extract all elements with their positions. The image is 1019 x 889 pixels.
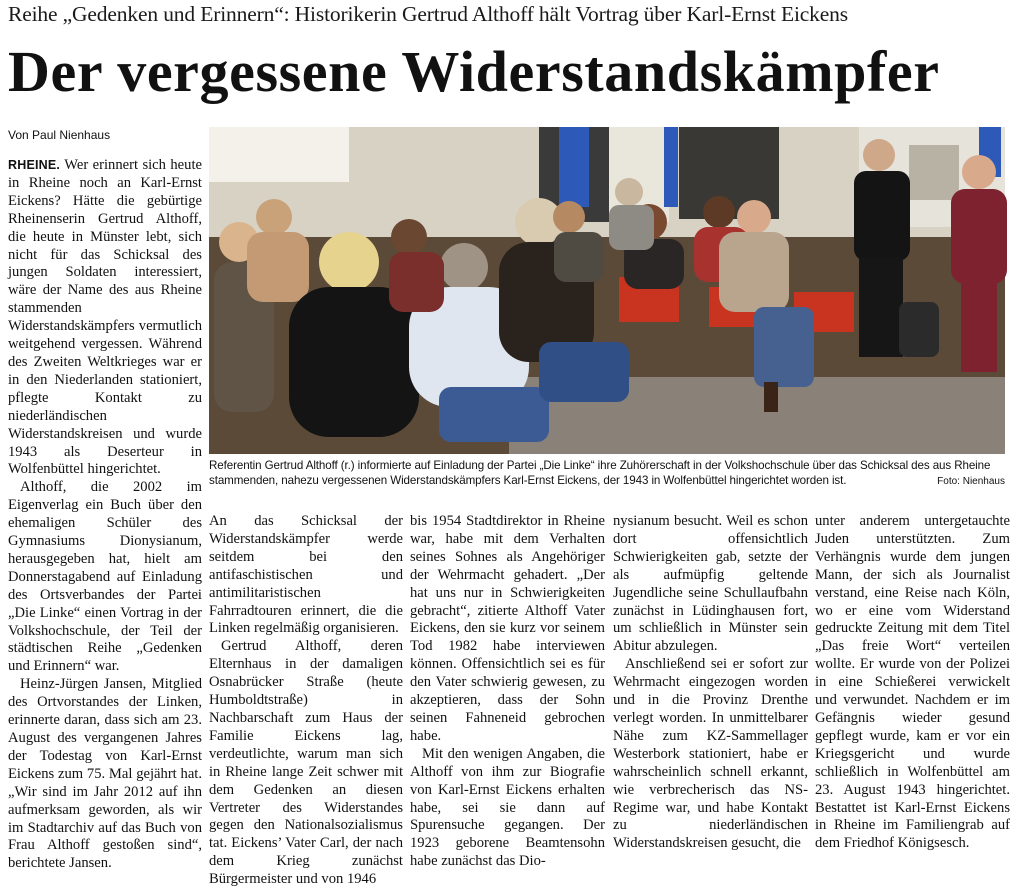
paragraph: Althoff, die 2002 im Eigenverlag ein Buch über den ehemaligen Schüler des Gymnasiums Dionysianum, herausgegeben hat, hielt am Donnerstagabend auf Einladung des Ortsverbandes der Partei „Die Linke“ einen Vortrag in der Volkshochschule, der Teil der städtischen Reihe „Gedenken und Erinnern“ war. (8, 479, 202, 675)
article-photo (209, 127, 1005, 454)
article-headline: Der vergessene Widerstandskämpfer (8, 39, 940, 104)
dateline: RHEINE. (8, 158, 61, 172)
audience-photo-illustration (209, 127, 1005, 454)
text-column-4 (613, 513, 808, 858)
paragraph (8, 157, 202, 479)
paragraph: Heinz-Jürgen Jansen, Mitglied des Ortvorstandes der Linken, erinnerte daran, dass sich am 23. August des vergangenen Jahres der Todestag von Karl-Ernst Eickens zum 75. Mal gejährt hat. „Wir sind im Jahr 2012 auf ihn aufmerksam geworden, als wir im Stadtarchiv auf das Buch von Frau Althoff gestoßen sind“, berichtete Jansen. (8, 676, 202, 872)
paragraph: Anschließend sei er sofort zur Wehrmacht eingezogen worden und in die Provinz Drenthe verlegt worden. In unmittelbarer Nähe zum KZ-Sammellager Westerbork stationiert, habe er wahrscheinlich schnell erkannt, wie verbrecherisch das NS-Regime war, und habe Kontakt zu niederländischen Widerstandskreisen gesucht, die (613, 656, 808, 852)
paragraph: Mit den wenigen Angaben, die Althoff von ihm zur Biografie von Karl-Ernst Eickens erhalten habe, sei sie dann auf Spurensuche gegangen. Der 1923 geborene Beamtensohn habe zunächst das Dio- (410, 745, 605, 870)
article-kicker: Reihe „Gedenken und Erinnern“: Historikerin Gertrud Althoff hält Vortrag über Karl-Ernst Eickens (8, 2, 848, 26)
article-byline: Von Paul Nienhaus (8, 128, 111, 142)
paragraph-text: Wer erinnert sich heute in Rheine noch an Karl-Ernst Eickens? Hätte die gebürtige Rheinenserin Gertrud Althoff, die heute in Münster lebt, sich nicht für das Schicksal des jungen Soldaten interessiert, wäre der Name des aus Rheine stammenden Widerstandskämpfers vermutlich weitgehend vergessen. Während des Zweiten Weltkrieges war er in den Niederlanden stationiert, pflegte Kontakt zu niederländischen Widerstandskreisen und wurde 1943 als Deserteur in Wolfenbüttel hingerichtet. (8, 157, 202, 478)
paragraph: unter anderem untergetauchte Juden unterstützten. Zum Verhängnis wurde dem jungen Mann, der sich als Journalist verstand, eine Reise nach Köln, wo er eine vom Widerstand gedruckte Zeitung mit dem Titel „Das freie Wort“ verteilen wollte. Er wurde von der Polizei in eine Schießerei verwickelt und verwundet. Nachdem er im Gefängnis wieder gesund gepflegt wurde, kam er vor ein Kriegsgericht und wurde schließlich in Wolfenbüttel am 23. August 1943 hingerichtet. Bestattet ist Karl-Ernst Eickens in Rheine im Familiengrab auf dem Friedhof Königsesch. (815, 513, 1010, 852)
text-column-5 (815, 513, 1010, 858)
text-column-1 (8, 157, 202, 872)
paragraph: bis 1954 Stadtdirektor in Rheine war, habe mit dem Verhalten seines Sohnes als Angehöriger der Wehrmacht gehadert. „Der hat uns nur in Schwierigkeiten gebracht“, zitierte Althoff Vater Eickens, den sie kurz vor seinem Tod 1982 habe interviewen können. Offensichtlich sei es für den Vater schwierig gewesen, zu akzeptieren, dass der Sohn seinen Fahneneid gebrochen habe. (410, 513, 605, 744)
paragraph: Gertrud Althoff, deren Elternhaus in der damaligen Osnabrücker Straße (heute Humboldtstraße) in Nachbarschaft zum Haus der Familie Eickens lag, verdeutlichte, warum man sich in Rheine lange Zeit schwer mit dem Gedenken an diesen Vertreter des Widerstandes gegen den Nationalsozialismus tat. Eickens’ Vater Carl, der nach dem Krieg zunächst Bürgermeister und von 1946 (209, 638, 403, 888)
paragraph: An das Schicksal der Widerstandskämpfer werde seitdem bei den antifaschistischen und antimilitaristischen Fahrradtouren erinnert, die die Linken regelmäßig organisieren. (209, 513, 403, 637)
photo-credit: Foto: Nienhaus (937, 476, 1005, 487)
paragraph: nysianum besucht. Weil es schon dort offensichtlich Schwierigkeiten gab, setzte der als aufmüpfig geltende Jugendliche seine Schullaufbahn zunächst in Lüdinghausen fort, um schließlich in Münster sein Abitur abzulegen. (613, 513, 808, 655)
photo-caption: Referentin Gertrud Althoff (r.) informierte auf Einladung der Partei „Die Linke“ ihre Zuhörerschaft in der Volkshochschule über das Schicksal des aus Rheine stammenden, nahezu vergessenen Widerstandskämpfers Karl-Ernst Eickens, der 1943 in Wolfenbüttel hingerichtet worden ist. (209, 459, 991, 487)
text-column-3 (410, 513, 605, 870)
text-column-2 (209, 513, 403, 888)
